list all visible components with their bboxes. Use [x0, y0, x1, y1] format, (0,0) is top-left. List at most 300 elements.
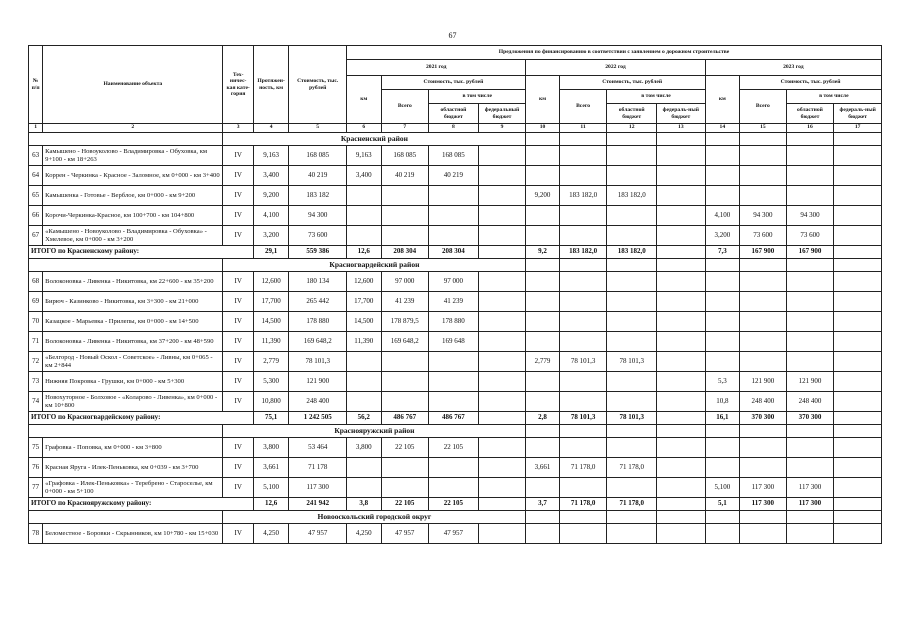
funding-cell: [347, 392, 381, 412]
technical-category: IV: [223, 438, 253, 458]
funding-cell: [740, 352, 787, 372]
total-length: 75,1: [253, 412, 288, 425]
funding-cell: 183 182,0: [607, 186, 657, 206]
total-cost: 180 134: [289, 272, 347, 292]
funding-cell: 47 957: [381, 524, 429, 544]
empty-cell: [786, 259, 834, 272]
funding-cell: [705, 146, 739, 166]
object-name: Красная Яруга - Илек-Пеньковка, км 0+039 - км 3+700: [43, 458, 223, 478]
empty-cell: [607, 259, 657, 272]
total-funding-cell: 370 300: [786, 412, 834, 425]
funding-cell: [526, 312, 559, 332]
total-funding-cell: [834, 498, 882, 511]
funding-cell: [607, 372, 657, 392]
column-number: 13: [657, 124, 706, 133]
funding-cell: 121 900: [740, 372, 787, 392]
funding-cell: [478, 332, 526, 352]
empty-cell: [559, 511, 607, 524]
funding-cell: [834, 332, 882, 352]
funding-cell: 11,390: [347, 332, 381, 352]
funding-cell: [834, 146, 882, 166]
length-km: 9,163: [253, 146, 288, 166]
total-length: 12,6: [253, 498, 288, 511]
header-km-2023: км: [705, 76, 739, 124]
funding-cell: [381, 186, 429, 206]
funding-cell: 117 300: [786, 478, 834, 498]
total-funding-cell: 486 767: [429, 412, 479, 425]
total-funding-cell: [478, 246, 526, 259]
funding-cell: [705, 352, 739, 372]
funding-cell: [705, 332, 739, 352]
district-pad: [29, 133, 223, 146]
technical-category: IV: [223, 524, 253, 544]
length-km: 14,500: [253, 312, 288, 332]
length-km: 11,390: [253, 332, 288, 352]
funding-cell: [834, 166, 882, 186]
object-name: Волоконовка - Ливенка - Никитовка, км 37+200 - км 48+590: [43, 332, 223, 352]
column-number: 8: [429, 124, 479, 133]
length-km: 17,700: [253, 292, 288, 312]
column-number: 4: [253, 124, 288, 133]
funding-cell: [478, 146, 526, 166]
funding-cell: [705, 524, 739, 544]
funding-cell: 22 105: [381, 438, 429, 458]
funding-cell: [526, 438, 559, 458]
funding-cell: [559, 332, 607, 352]
funding-cell: [559, 292, 607, 312]
funding-cell: [834, 186, 882, 206]
funding-cell: [607, 226, 657, 246]
table-row: [29, 166, 882, 186]
funding-cell: [834, 272, 882, 292]
row-number: 78: [29, 524, 43, 544]
empty-cell: [607, 425, 657, 438]
funding-cell: [381, 372, 429, 392]
funding-cell: 47 957: [429, 524, 479, 544]
technical-category: IV: [223, 332, 253, 352]
empty-cell: [607, 133, 657, 146]
empty-cell: [834, 133, 882, 146]
total-cost: 265 442: [289, 292, 347, 312]
funding-cell: [347, 352, 381, 372]
funding-cell: [478, 372, 526, 392]
funding-cell: 10,8: [705, 392, 739, 412]
district-pad: [29, 259, 223, 272]
funding-cell: 5,100: [705, 478, 739, 498]
funding-cell: [429, 206, 479, 226]
total-funding-cell: 167 900: [786, 246, 834, 259]
funding-cell: [526, 206, 559, 226]
row-number: 76: [29, 458, 43, 478]
table-row: [29, 146, 882, 166]
funding-cell: [607, 272, 657, 292]
funding-cell: [347, 186, 381, 206]
funding-cell: 9,163: [347, 146, 381, 166]
total-cost-sum: 559 386: [289, 246, 347, 259]
empty-cell: [740, 511, 787, 524]
header-cost-2023: Стоимость, тыс. рублей: [740, 76, 882, 90]
column-number: 6: [347, 124, 381, 133]
technical-category: IV: [223, 478, 253, 498]
funding-cell: [559, 206, 607, 226]
total-cost: 47 957: [289, 524, 347, 544]
table-row: [29, 206, 882, 226]
funding-cell: [834, 226, 882, 246]
technical-category: IV: [223, 312, 253, 332]
row-number: 69: [29, 292, 43, 312]
funding-cell: [834, 352, 882, 372]
funding-cell: [429, 186, 479, 206]
technical-category: IV: [223, 206, 253, 226]
funding-cell: [740, 524, 787, 544]
funding-cell: [834, 392, 882, 412]
empty-cell: [607, 511, 657, 524]
object-name: Корочи-Черкинка-Красное, км 100+700 - км 104+800: [43, 206, 223, 226]
header-incl-2023: в том числе: [786, 90, 881, 104]
district-pad: [29, 511, 223, 524]
technical-category: IV: [223, 352, 253, 372]
total-funding-cell: 370 300: [740, 412, 787, 425]
funding-cell: [786, 438, 834, 458]
funding-cell: [381, 458, 429, 478]
funding-cell: [607, 438, 657, 458]
funding-cell: [478, 458, 526, 478]
funding-cell: 3,800: [347, 438, 381, 458]
header-category: Тех-ничес-кая кате-гория: [223, 46, 253, 124]
object-name: Беломестное - Боровки - Скрынников, км 10+780 - км 15+030: [43, 524, 223, 544]
object-name: Волоконовка - Ливенка - Никитовка, км 22+600 - км 35+200: [43, 272, 223, 292]
funding-cell: [478, 478, 526, 498]
total-cost: 183 182: [289, 186, 347, 206]
funding-cell: [657, 352, 706, 372]
total-funding-cell: 117 300: [740, 498, 787, 511]
funding-cell: 71 178,0: [607, 458, 657, 478]
header-regional-2023: областной бюджет: [786, 104, 834, 124]
length-km: 2,779: [253, 352, 288, 372]
district-total-row: [29, 498, 882, 511]
funding-cell: [705, 312, 739, 332]
table-row: [29, 524, 882, 544]
table-row: [29, 312, 882, 332]
header-year-2021: 2021 год: [347, 60, 526, 76]
total-funding-cell: 71 178,0: [607, 498, 657, 511]
funding-cell: [834, 292, 882, 312]
table-row: [29, 226, 882, 246]
empty-cell: [526, 511, 559, 524]
funding-cell: [834, 372, 882, 392]
object-name: Графовка - Поповка, км 0+000 - км 3+800: [43, 438, 223, 458]
total-funding-cell: [657, 498, 706, 511]
funding-cell: [429, 352, 479, 372]
total-cost: 169 648,2: [289, 332, 347, 352]
total-length: 29,1: [253, 246, 288, 259]
header-length: Протяжен-ность, км: [253, 46, 288, 124]
table-row: [29, 292, 882, 312]
length-km: 12,600: [253, 272, 288, 292]
funding-cell: [834, 438, 882, 458]
column-number: 7: [381, 124, 429, 133]
funding-cell: 94 300: [740, 206, 787, 226]
column-number: 10: [526, 124, 559, 133]
header-total-2021: Всего: [381, 90, 429, 124]
funding-cell: 178 879,5: [381, 312, 429, 332]
funding-cell: [381, 352, 429, 372]
empty-cell: [526, 259, 559, 272]
funding-cell: 97 000: [381, 272, 429, 292]
funding-cell: [607, 332, 657, 352]
funding-cell: 17,700: [347, 292, 381, 312]
total-cost-sum: 1 242 505: [289, 412, 347, 425]
funding-cell: [526, 524, 559, 544]
total-funding-cell: 208 304: [381, 246, 429, 259]
table-row: [29, 392, 882, 412]
header-incl-2021: в том числе: [429, 90, 526, 104]
column-number: 5: [289, 124, 347, 133]
funding-cell: [657, 438, 706, 458]
length-km: 10,800: [253, 392, 288, 412]
empty-cell: [559, 259, 607, 272]
funding-cell: [657, 332, 706, 352]
funding-cell: [786, 166, 834, 186]
table-row: [29, 438, 882, 458]
funding-cell: [740, 292, 787, 312]
funding-cell: 3,661: [526, 458, 559, 478]
funding-cell: [834, 312, 882, 332]
funding-cell: [657, 372, 706, 392]
header-cost-2022: Стоимость, тыс. рублей: [559, 76, 705, 90]
header-year-2023: 2023 год: [705, 60, 881, 76]
funding-cell: [786, 312, 834, 332]
empty-cell: [657, 259, 706, 272]
funding-cell: [478, 392, 526, 412]
funding-cell: [657, 166, 706, 186]
empty-cell: [786, 511, 834, 524]
funding-cell: 168 085: [381, 146, 429, 166]
column-number: 3: [223, 124, 253, 133]
funding-cell: [657, 458, 706, 478]
funding-cell: [786, 458, 834, 478]
funding-cell: 178 880: [429, 312, 479, 332]
funding-cell: [347, 206, 381, 226]
funding-cell: 168 085: [429, 146, 479, 166]
total-funding-cell: [834, 412, 882, 425]
funding-cell: 248 400: [786, 392, 834, 412]
funding-cell: [381, 478, 429, 498]
page-number: 67: [448, 31, 457, 40]
funding-cell: [834, 206, 882, 226]
funding-cell: [786, 186, 834, 206]
empty-cell: [705, 511, 739, 524]
funding-cell: [740, 186, 787, 206]
total-funding-cell: 3,8: [347, 498, 381, 511]
total-funding-cell: 3,7: [526, 498, 559, 511]
column-numbers-row: [29, 124, 882, 133]
row-number: 72: [29, 352, 43, 372]
object-name: «Белгород - Новый Оскол - Советское» - Ливны, км 0+065 - км 2+844: [43, 352, 223, 372]
header-num: № п/п: [29, 46, 43, 124]
funding-cell: 3,400: [347, 166, 381, 186]
total-funding-cell: [657, 246, 706, 259]
row-number: 67: [29, 226, 43, 246]
funding-cell: [786, 292, 834, 312]
total-cost: 78 101,3: [289, 352, 347, 372]
total-funding-cell: 12,6: [347, 246, 381, 259]
header-cost: Стоимость, тыс. рублей: [289, 46, 347, 124]
empty-cell: [705, 425, 739, 438]
funding-cell: 183 182,0: [559, 186, 607, 206]
funding-cell: [657, 206, 706, 226]
funding-cell: [478, 524, 526, 544]
total-funding-cell: 56,2: [347, 412, 381, 425]
total-funding-cell: 71 178,0: [559, 498, 607, 511]
district-total-row: [29, 412, 882, 425]
district-pad: [29, 425, 223, 438]
funding-cell: [478, 292, 526, 312]
header-km-2022: км: [526, 76, 559, 124]
funding-cell: 121 900: [786, 372, 834, 392]
funding-cell: [657, 292, 706, 312]
funding-cell: 73 600: [740, 226, 787, 246]
technical-category: IV: [223, 458, 253, 478]
funding-cell: [559, 438, 607, 458]
funding-cell: 97 000: [429, 272, 479, 292]
total-funding-cell: 2,8: [526, 412, 559, 425]
funding-cell: 78 101,3: [559, 352, 607, 372]
funding-cell: [607, 292, 657, 312]
empty-cell: [740, 133, 787, 146]
funding-cell: [657, 186, 706, 206]
empty-cell: [559, 425, 607, 438]
row-number: 68: [29, 272, 43, 292]
funding-cell: 169 648: [429, 332, 479, 352]
header-incl-2022: в том числе: [607, 90, 705, 104]
empty-cell: [705, 259, 739, 272]
length-km: 5,100: [253, 478, 288, 498]
funding-cell: 73 600: [786, 226, 834, 246]
funding-cell: [478, 352, 526, 372]
district-heading-row: [29, 259, 882, 272]
technical-category: IV: [223, 186, 253, 206]
funding-cell: [786, 272, 834, 292]
empty-cell: [834, 425, 882, 438]
total-cost: 40 219: [289, 166, 347, 186]
length-km: 5,300: [253, 372, 288, 392]
funding-cell: [705, 272, 739, 292]
total-funding-cell: 7,3: [705, 246, 739, 259]
header-regional-2022: областной бюджет: [607, 104, 657, 124]
funding-cell: [740, 438, 787, 458]
row-number: 73: [29, 372, 43, 392]
column-number: 12: [607, 124, 657, 133]
header-federal-2021: федеральный бюджет: [478, 104, 526, 124]
funding-cell: [740, 272, 787, 292]
total-funding-cell: 16,1: [705, 412, 739, 425]
empty-cell: [834, 511, 882, 524]
funding-cell: [526, 372, 559, 392]
empty-cell: [786, 425, 834, 438]
object-name: Бирюч - Казинково - Никитовка, км 3+300 - км 21+000: [43, 292, 223, 312]
row-number: 75: [29, 438, 43, 458]
empty-cell: [657, 133, 706, 146]
funding-cell: [740, 332, 787, 352]
funding-cell: [705, 186, 739, 206]
funding-cell: [740, 166, 787, 186]
funding-cell: [705, 166, 739, 186]
funding-cell: [559, 312, 607, 332]
technical-category: IV: [223, 292, 253, 312]
district-total-row: [29, 246, 882, 259]
header-funding: Предложения по финансированию в соответствии с заявлением о дорожном строительстве: [347, 46, 882, 60]
funding-cell: [786, 352, 834, 372]
funding-cell: [657, 392, 706, 412]
funding-cell: [526, 332, 559, 352]
column-number: 2: [43, 124, 223, 133]
funding-cell: [657, 312, 706, 332]
total-funding-cell: 5,1: [705, 498, 739, 511]
funding-cell: 40 219: [429, 166, 479, 186]
row-number: 70: [29, 312, 43, 332]
header-cost-2021: Стоимость, тыс. рублей: [381, 76, 526, 90]
funding-cell: [381, 392, 429, 412]
funding-cell: 4,250: [347, 524, 381, 544]
total-funding-cell: [478, 498, 526, 511]
length-km: 9,200: [253, 186, 288, 206]
district-title: Новооскольский городской округ: [223, 511, 526, 524]
funding-cell: 12,600: [347, 272, 381, 292]
row-number: 74: [29, 392, 43, 412]
total-cost: 168 085: [289, 146, 347, 166]
header-federal-2023: федераль-ный бюджет: [834, 104, 882, 124]
total-cost: 178 880: [289, 312, 347, 332]
table-row: [29, 272, 882, 292]
table-row: [29, 458, 882, 478]
empty-cell: [526, 425, 559, 438]
total-cost: 71 178: [289, 458, 347, 478]
total-cost: 121 900: [289, 372, 347, 392]
header-name: Наименование объекта: [43, 46, 223, 124]
district-heading-row: [29, 425, 882, 438]
funding-cell: [657, 146, 706, 166]
total-cost: 94 300: [289, 206, 347, 226]
empty-cell: [740, 259, 787, 272]
header-federal-2022: федераль-ный бюджет: [657, 104, 706, 124]
total-funding-cell: 22 105: [381, 498, 429, 511]
header-regional-2021: областной бюджет: [429, 104, 479, 124]
funding-cell: [429, 226, 479, 246]
funding-cell: [526, 146, 559, 166]
total-funding-cell: 9,2: [526, 246, 559, 259]
funding-cell: [526, 166, 559, 186]
funding-cell: [347, 478, 381, 498]
row-number: 66: [29, 206, 43, 226]
funding-cell: [478, 186, 526, 206]
total-funding-cell: 78 101,3: [607, 412, 657, 425]
empty-cell: [786, 133, 834, 146]
funding-cell: [786, 524, 834, 544]
funding-cell: 169 648,2: [381, 332, 429, 352]
empty-cell: [559, 133, 607, 146]
funding-cell: 22 105: [429, 438, 479, 458]
technical-category: IV: [223, 166, 253, 186]
total-funding-cell: 167 900: [740, 246, 787, 259]
total-cost: 248 400: [289, 392, 347, 412]
object-name: Казацкое - Марьевка - Прилепы, км 0+000 - км 14+500: [43, 312, 223, 332]
row-number: 63: [29, 146, 43, 166]
header-total-2022: Всего: [559, 90, 607, 124]
length-km: 4,250: [253, 524, 288, 544]
empty-cell: [657, 425, 706, 438]
table-row: [29, 352, 882, 372]
